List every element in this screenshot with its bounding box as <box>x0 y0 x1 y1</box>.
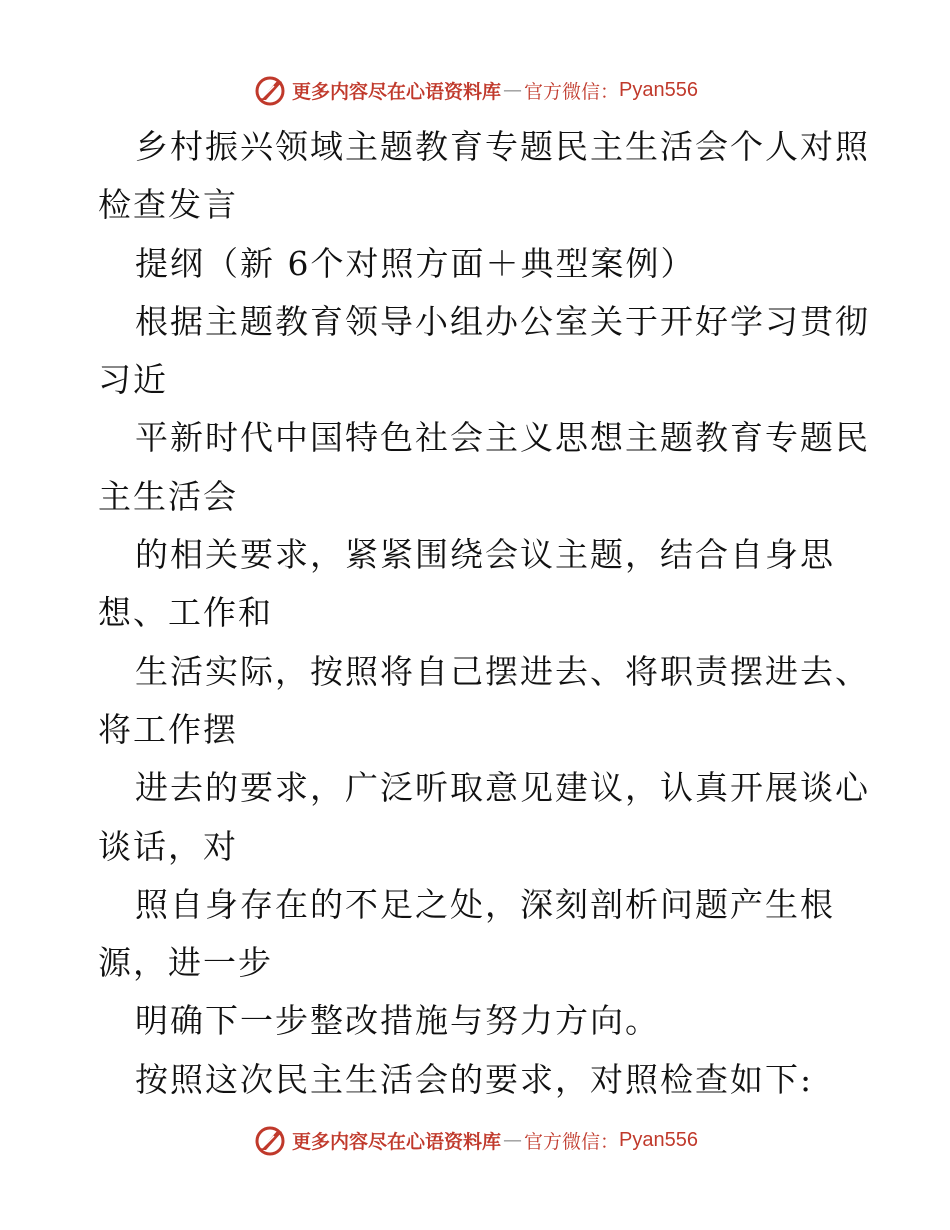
doc-line: 谈话，对 <box>98 826 238 866</box>
doc-line: 的相关要求，紧紧围绕会议主题，结合自身思 <box>135 535 835 575</box>
doc-line: 进去的要求，广泛听取意见建议，认真开展谈心 <box>135 768 870 808</box>
banner-dash: — <box>503 79 523 101</box>
wechat-label: 官方微信： <box>524 1130 620 1153</box>
banner-dash: — <box>503 1129 523 1151</box>
doc-line: 想、工作和 <box>98 593 273 633</box>
feather-pen-logo-icon <box>252 72 288 108</box>
wechat-id: Pyan556 <box>619 1128 698 1151</box>
doc-line: 乡村振兴领域主题教育专题民主生活会个人对照 <box>135 127 870 166</box>
doc-line: 源，进一步 <box>98 943 273 983</box>
doc-line: 习近 <box>98 360 168 400</box>
doc-line: 将工作摆 <box>98 709 238 749</box>
doc-line: 明确下一步整改措施与努力方向。 <box>135 1001 660 1041</box>
document-body <box>98 118 870 1109</box>
doc-line: 照自身存在的不足之处，深刻剖析问题产生根 <box>135 884 835 924</box>
doc-line: 根据主题教育领导小组办公室关于开好学习贯彻 <box>135 301 870 341</box>
doc-line: 按照这次民主生活会的要求，对照检查如下: <box>135 1059 814 1099</box>
header-banner <box>0 70 950 110</box>
wechat-label: 官方微信： <box>524 80 620 103</box>
doc-line: 主生活会 <box>98 476 238 516</box>
doc-line: 平新时代中国特色社会主义思想主题教育专题民 <box>135 418 870 458</box>
site-name: 更多内容尽在心语资料库 <box>292 1130 502 1153</box>
doc-line: 检查发言 <box>98 185 238 225</box>
feather-pen-logo-icon <box>252 1122 288 1158</box>
doc-line: 提纲（新 6个对照方面＋典型案例） <box>135 243 696 283</box>
wechat-id: Pyan556 <box>619 78 698 101</box>
site-name: 更多内容尽在心语资料库 <box>292 80 502 103</box>
doc-line: 生活实际，按照将自己摆进去、将职责摆进去、 <box>135 651 870 691</box>
footer-banner <box>0 1120 950 1160</box>
